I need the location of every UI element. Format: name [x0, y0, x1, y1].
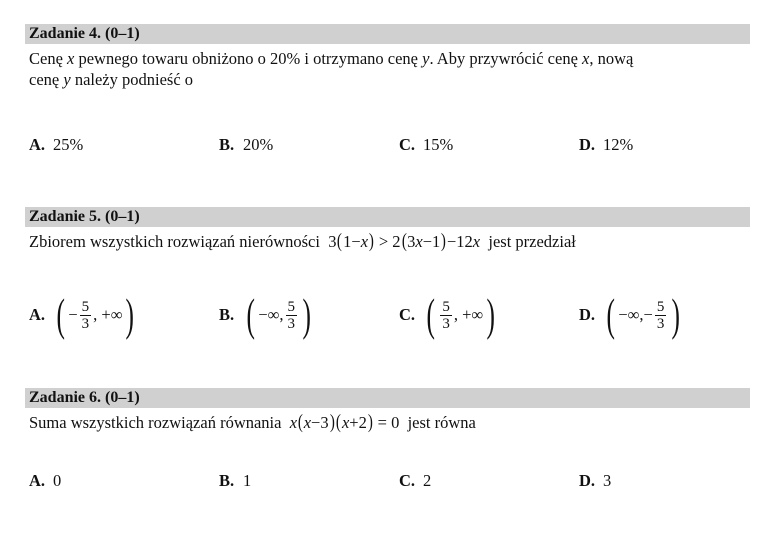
task-6 — [25, 388, 750, 433]
answer-c[interactable]: C. 2 — [399, 471, 432, 490]
answer-options — [25, 461, 765, 501]
answer-a[interactable]: A. 25% — [29, 135, 84, 154]
answer-a[interactable]: A. ( − $\frac{5}{3}$ , +∞ ) — [29, 289, 135, 340]
answer-d[interactable]: D. 12% — [579, 135, 634, 154]
equation-formula: x ( x −3 ) ( x +2 ) = 0 — [289, 411, 400, 433]
answer-d[interactable]: D. ( −∞,− $\frac{5}{3}$ ) — [579, 289, 681, 340]
task-5 — [25, 207, 750, 252]
answer-a[interactable]: A. 0 — [29, 471, 62, 490]
task-header: Zadanie 6. (0–1) — [25, 388, 750, 408]
task-4 — [25, 24, 750, 90]
answer-d[interactable]: D. 3 — [579, 471, 612, 490]
answer-b[interactable]: B. ( −∞, $\frac{5}{3}$ ) — [219, 289, 311, 340]
task-question: Zbiorem wszystkich rozwiązań nierówności 3 ( 1 − x ) > 2 ( 3 x −1 ) −12 x jest przedział — [29, 230, 576, 252]
task-header: Zadanie 4. (0–1) — [25, 24, 750, 44]
task-header: Zadanie 5. (0–1) — [25, 207, 750, 227]
task-question: Cenę x pewnego towaru obniżono o 20% i otrzymano cenę y. Aby przywrócić cenę x, nową cenę y należy podnieść o — [29, 49, 634, 89]
answer-c[interactable]: C. 15% — [399, 135, 454, 154]
answer-options — [25, 290, 765, 340]
answer-b[interactable]: B. 20% — [219, 135, 274, 154]
answer-c[interactable]: C. ( $\frac{5}{3}$ , +∞ ) — [399, 289, 496, 340]
task-question: Suma wszystkich rozwiązań równania x ( x −3 ) ( x +2 ) = 0 jest równa — [29, 411, 476, 433]
answer-b[interactable]: B. 1 — [219, 471, 252, 490]
inequality-formula: 3 ( 1 − x ) > 2 ( 3 x −1 ) −12 x — [328, 230, 481, 252]
answer-options — [25, 125, 765, 165]
